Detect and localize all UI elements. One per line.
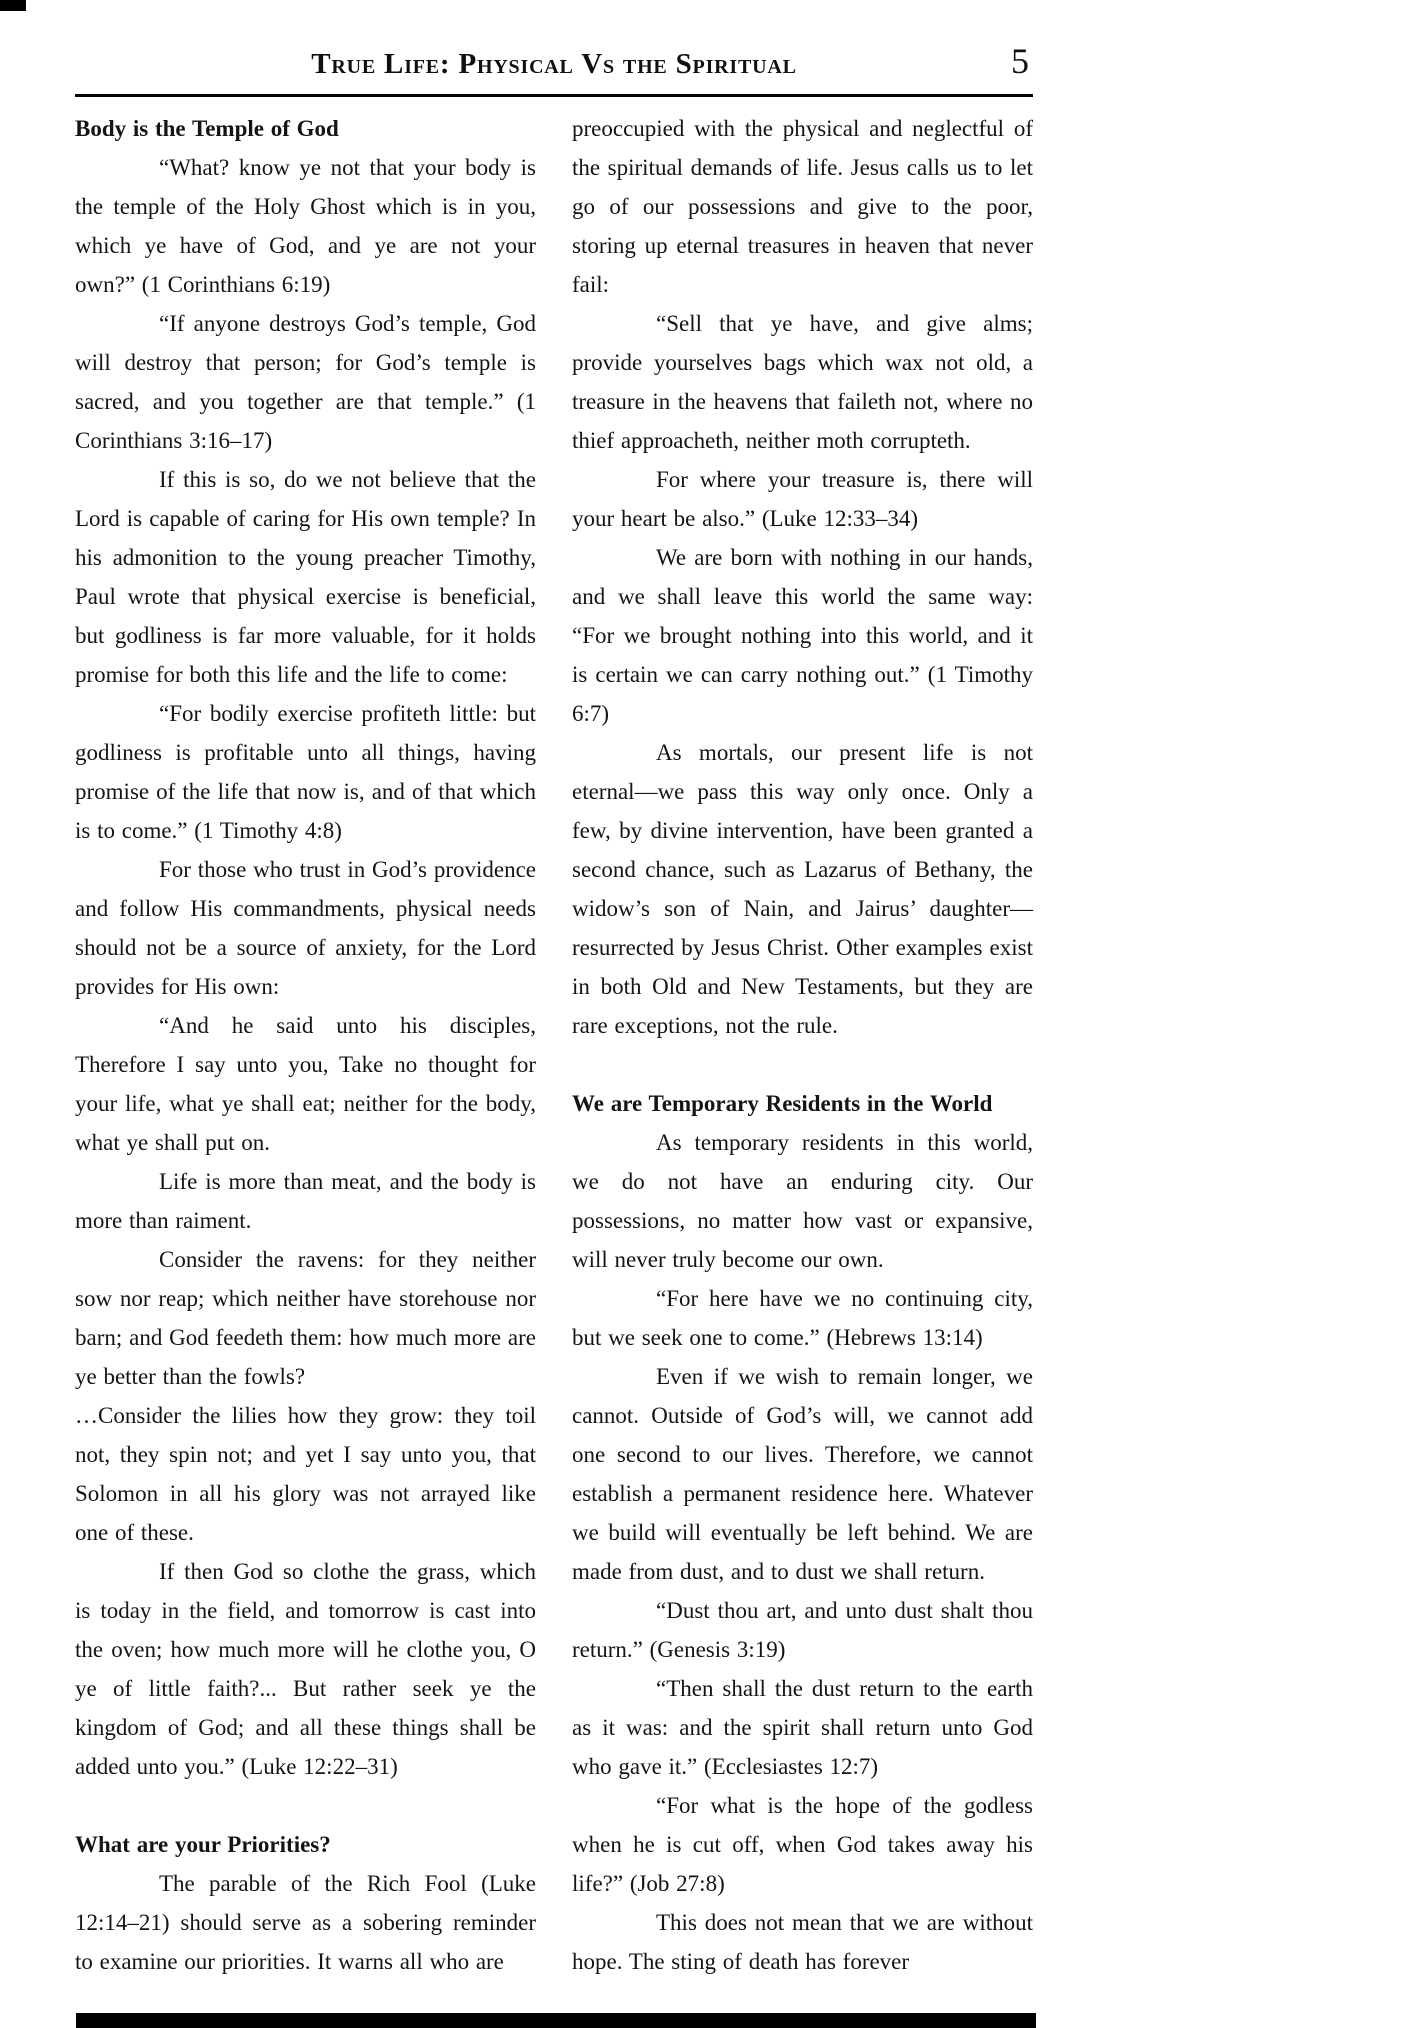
paragraph: …Consider the lilies how they grow: they toil not, they spin not; and yet I say unto you, that Solomon in all his glory was not arrayed like one of these. [75, 1403, 536, 1545]
running-title: True Life: Physical Vs the Spiritual [311, 48, 797, 80]
page-number: 5 [1011, 41, 1029, 81]
header-rule [75, 94, 1033, 97]
paragraph: For those who trust in God’s providence and follow His commandments, physical needs should not be a source of anxiety, for the Lord provides for His own: [75, 857, 536, 999]
paragraph: “For what is the hope of the godless when he is cut off, when God takes away his life?” (Job 27:8) [572, 1793, 1033, 1896]
section-heading: What are your Priorities? [75, 1832, 331, 1857]
paragraph: “For here have we no continuing city, but we seek one to come.” (Hebrews 13:14) [572, 1286, 1033, 1350]
book-page-content [75, 41, 1033, 1981]
paragraph: As mortals, our present life is not eternal—we pass this way only once. Only a few, by divine intervention, have been granted a second chance, such as Lazarus of Bethany, the widow’s son of Nain, and Jairus’ daughter—resurrected by Jesus Christ. Other examples exist in both Old and New Testaments, but they are rare exceptions, not the rule. [572, 740, 1033, 1038]
paragraph: Life is more than meat, and the body is more than raiment. [75, 1169, 536, 1233]
scan-artifact-top-left [0, 0, 26, 11]
section-heading: Body is the Temple of God [75, 116, 339, 141]
paragraph: “Sell that ye have, and give alms; provide yourselves bags which wax not old, a treasure in the heavens that faileth not, where no thief approacheth, neither moth corrupteth. [572, 311, 1033, 453]
paragraph: preoccupied with the physical and neglectful of the spiritual demands of life. Jesus calls us to let go of our possessions and give to the poor, storing up eternal treasures in heaven that never fail: [572, 116, 1033, 297]
paragraph: “Then shall the dust return to the earth as it was: and the spirit shall return unto God who gave it.” (Ecclesiastes 12:7) [572, 1676, 1033, 1779]
text-columns [75, 109, 1033, 1981]
paragraph: “If anyone destroys God’s temple, God will destroy that person; for God’s temple is sacred, and you together are that temple.” (1 Corinthians 3:16–17) [75, 311, 536, 453]
page-header [75, 41, 1033, 90]
paragraph: For where your treasure is, there will your heart be also.” (Luke 12:33–34) [572, 467, 1033, 531]
paragraph: “And he said unto his disciples, Therefore I say unto you, Take no thought for your life, what ye shall eat; neither for the body, what ye shall put on. [75, 1013, 536, 1155]
paragraph: “For bodily exercise profiteth little: but godliness is profitable unto all things, having promise of the life that now is, and of that which is to come.” (1 Timothy 4:8) [75, 701, 536, 843]
paragraph: “What? know ye not that your body is the temple of the Holy Ghost which is in you, which ye have of God, and ye are not your own?” (1 Corinthians 6:19) [75, 155, 536, 297]
paragraph: The parable of the Rich Fool (Luke 12:14–21) should serve as a sobering reminder to examine our priorities. It warns all who are [75, 1871, 536, 1974]
paragraph: We are born with nothing in our hands, and we shall leave this world the same way: “For we brought nothing into this world, and it is certain we can carry nothing out.” (1 Timothy 6:7) [572, 545, 1033, 726]
paragraph: As temporary residents in this world, we do not have an enduring city. Our possessions, no matter how vast or expansive, will never truly become our own. [572, 1130, 1033, 1272]
left-column [75, 109, 536, 1981]
right-column [572, 109, 1033, 1981]
paragraph: “Dust thou art, and unto dust shalt thou return.” (Genesis 3:19) [572, 1598, 1033, 1662]
paragraph: If this is so, do we not believe that the Lord is capable of caring for His own temple? In his admonition to the young preacher Timothy, Paul wrote that physical exercise is beneficial, but godliness is far more valuable, for it holds promise for both this life and the life to come: [75, 467, 536, 687]
section-heading: We are Temporary Residents in the World [572, 1091, 993, 1116]
paragraph: Even if we wish to remain longer, we cannot. Outside of God’s will, we cannot add one second to our lives. Therefore, we cannot establish a permanent residence here. Whatever we build will eventually be left behind. We are made from dust, and to dust we shall return. [572, 1364, 1033, 1584]
paragraph: Consider the ravens: for they neither sow nor reap; which neither have storehouse nor barn; and God feedeth them: how much more are ye better than the fowls? [75, 1247, 536, 1389]
paragraph: This does not mean that we are without hope. The sting of death has forever [572, 1910, 1033, 1974]
bottom-page-rule [76, 2013, 1036, 2028]
paragraph: If then God so clothe the grass, which is today in the field, and tomorrow is cast into the oven; how much more will he clothe you, O ye of little faith?... But rather seek ye the kingdom of God; and all these things shall be added unto you.” (Luke 12:22–31) [75, 1559, 536, 1779]
